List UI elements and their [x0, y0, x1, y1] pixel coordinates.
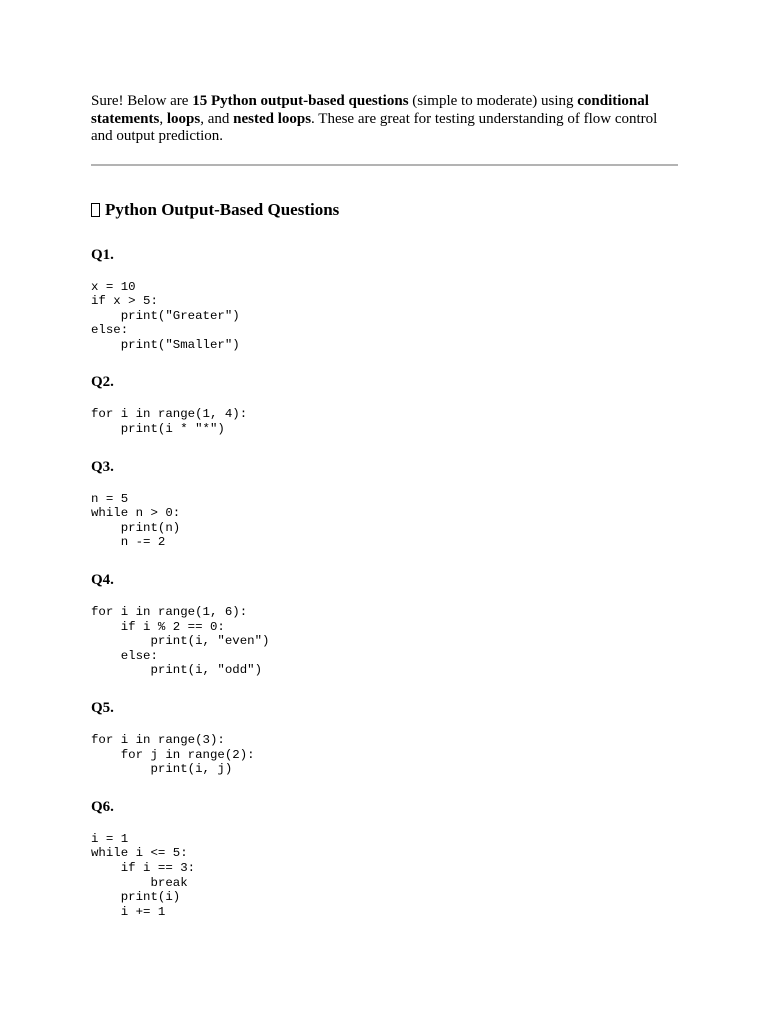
question-label: Q3.: [91, 458, 114, 475]
intro-bold-question-count: 15 Python output-based questions: [192, 93, 409, 109]
question-4: [91, 571, 678, 678]
intro-text-3: ,: [159, 110, 167, 127]
question-6: [91, 798, 678, 920]
intro-text-1: Sure! Below are: [91, 93, 193, 109]
question-1: [91, 246, 678, 353]
intro-text-4: , and: [200, 110, 234, 127]
question-label: Q5.: [91, 700, 114, 716]
section-heading-text: Python Output-Based Questions: [105, 199, 340, 219]
section-heading: [91, 200, 678, 220]
question-3: [91, 458, 678, 550]
question-2: [91, 373, 678, 436]
code-block: x = 10 if x > 5: print("Greater") else: print("Smaller"): [91, 279, 240, 352]
intro-paragraph: [91, 93, 678, 146]
intro-text-2: (simple to moderate) using: [408, 93, 578, 109]
code-block: n = 5 while n > 0: print(n) n -= 2: [91, 491, 181, 550]
intro-bold-nested-loops: nested loops: [233, 110, 312, 127]
intro-text-5: . These are great for testing understanding of flow control and output prediction.: [91, 110, 658, 144]
question-label: Q1.: [91, 246, 114, 263]
question-label: Q6.: [91, 798, 114, 815]
horizontal-rule: [91, 164, 678, 166]
code-block: for i in range(1, 6): if i % 2 == 0: print(i, "even") else: print(i, "odd"): [91, 605, 270, 678]
document-body: [91, 93, 678, 919]
missing-glyph-icon: [91, 203, 100, 217]
intro-bold-conditional: conditional statements: [91, 93, 649, 127]
intro-bold-loops: loops: [166, 110, 201, 127]
code-block: for i in range(1, 4): print(i * "*"): [91, 407, 248, 437]
code-block: for i in range(3): for j in range(2): print(i, j): [91, 733, 255, 777]
question-list: [91, 246, 678, 920]
question-5: [91, 699, 678, 777]
question-label: Q2.: [91, 374, 114, 391]
code-block: i = 1 while i <= 5: if i == 3: break print(i) i += 1: [91, 831, 196, 919]
question-label: Q4.: [91, 572, 114, 589]
